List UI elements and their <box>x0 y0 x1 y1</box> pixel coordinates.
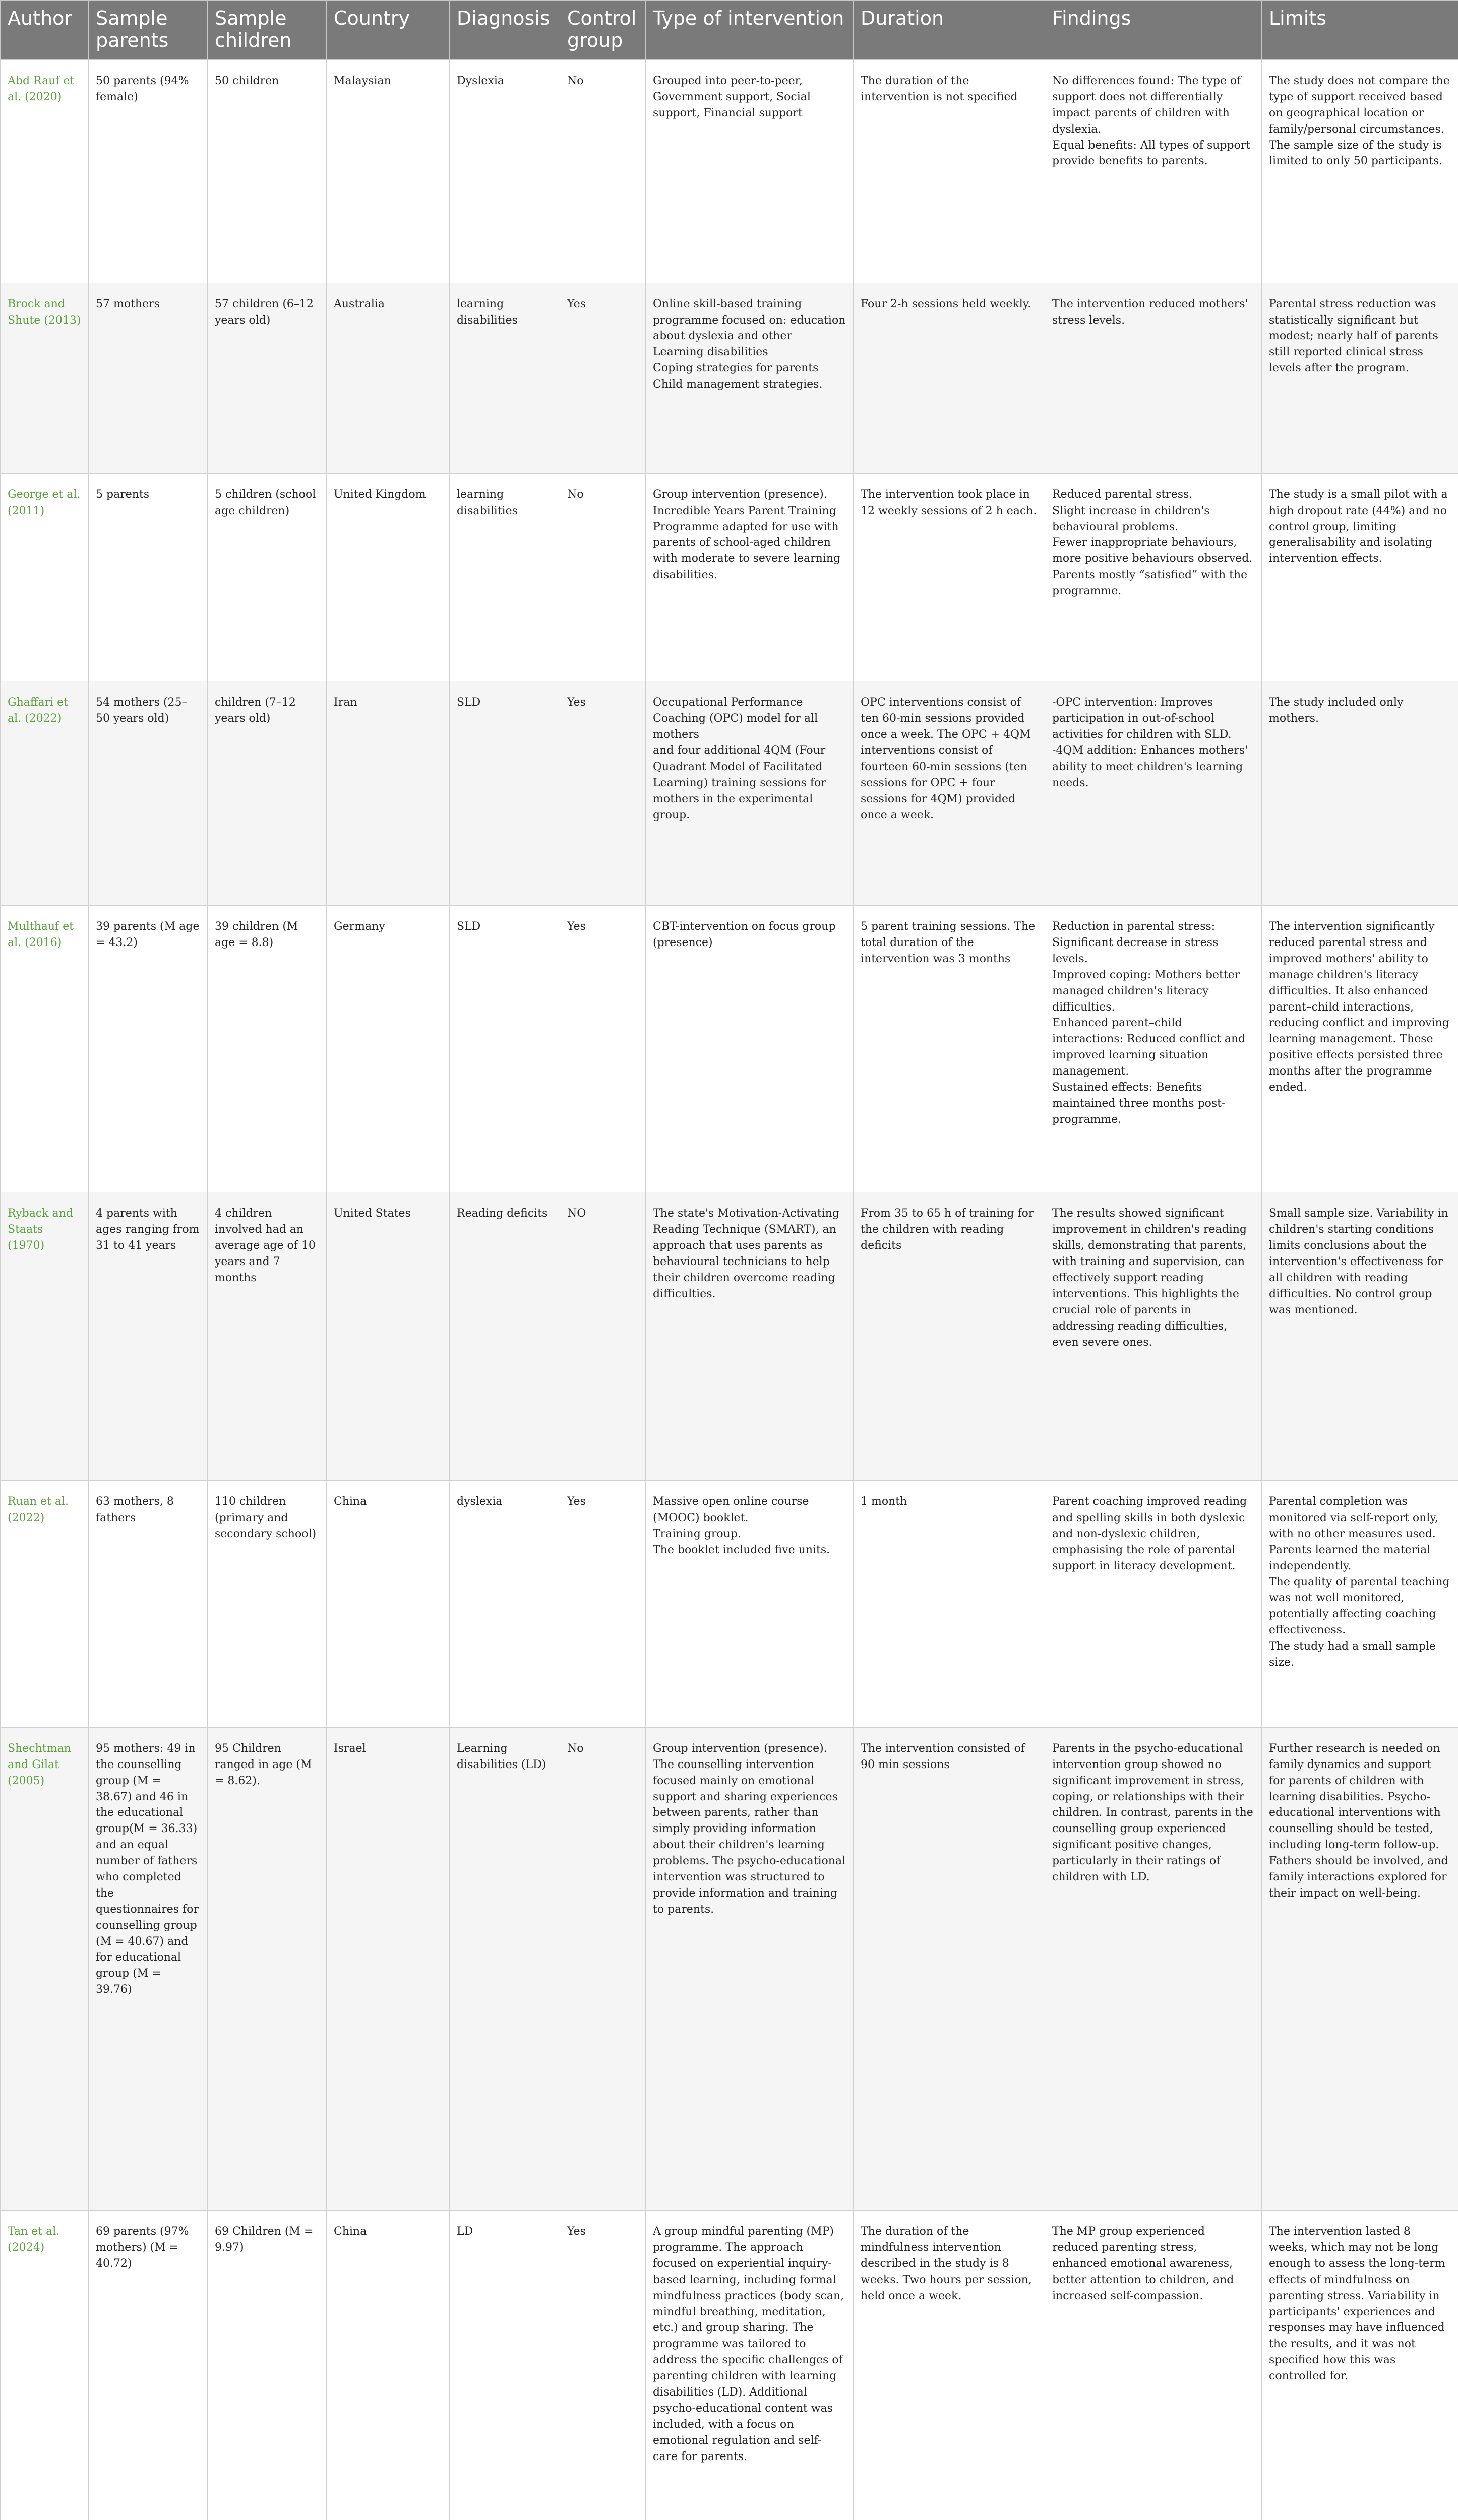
control-group-cell: Yes <box>560 283 646 473</box>
country-cell: Australia <box>327 283 450 473</box>
intervention-line: Grouped into peer-to-peer, Government support, Social support, Financial support <box>653 75 811 119</box>
limits-line: The quality of parental teaching was not well monitored, potentially affecting coaching effectiveness. <box>1269 1576 1450 1637</box>
table-row <box>1 1727 1458 2210</box>
sample-children-cell: 4 children involved had an average age of 10 years and 7 months <box>208 1192 327 1481</box>
header-country: Country <box>327 1 450 60</box>
duration-cell <box>854 283 1045 473</box>
header-findings: Findings <box>1045 1 1262 60</box>
intervention-line: Group intervention (presence). The counselling intervention focused mainly on emotional support and sharing experiences between parents, rather than simply providing information about their children's learning problems. The psycho-educational intervention was structured to provide information and training to parents. <box>653 1742 846 1916</box>
country-cell: Malaysian <box>327 60 450 283</box>
table-header-row <box>1 1 1458 60</box>
intervention-cell <box>646 681 854 906</box>
country-cell: China <box>327 1480 450 1727</box>
intervention-cell <box>646 1480 854 1727</box>
intervention-line: The booklet included five units. <box>653 1543 830 1556</box>
intervention-cell <box>646 906 854 1192</box>
limits-line: Parents learned the material independently. <box>1269 1543 1431 1572</box>
duration-cell <box>854 1192 1045 1481</box>
author-cell[interactable]: Abd Rauf et al. (2020) <box>1 60 89 283</box>
findings-line: Enhanced parent–child interactions: Reduced conflict and improved learning situation management. <box>1052 1017 1246 1078</box>
control-group-cell: Yes <box>560 906 646 1192</box>
findings-cell <box>1045 906 1262 1192</box>
country-cell: China <box>327 2211 450 2520</box>
sample-children-cell: children (7–12 years old) <box>208 681 327 906</box>
author-cell[interactable]: Brock and Shute (2013) <box>1 283 89 473</box>
sample-children-cell: 5 children (school age children) <box>208 473 327 681</box>
duration-line: The duration of the mindfulness intervention described in the study is 8 weeks. Two hours per session, held once a week. <box>861 2225 1032 2302</box>
control-group-cell: NO <box>560 1192 646 1481</box>
intervention-line: Occupational Performance Coaching (OPC) model for all mothers <box>653 696 818 741</box>
sample-children-cell: 110 children (primary and secondary school) <box>208 1480 327 1727</box>
duration-cell <box>854 906 1045 1192</box>
duration-line: OPC interventions consist of ten 60-min sessions provided once a week. The OPC + 4QM interventions consist of fourteen 60-min sessions (ten sessions for OPC + four sessions for 4QM) provided once a week. <box>861 696 1031 822</box>
findings-line: The intervention reduced mothers' stress levels. <box>1052 297 1248 327</box>
intervention-cell <box>646 1727 854 2210</box>
limits-cell <box>1262 1727 1458 2210</box>
sample-parents-cell: 39 parents (M age = 43.2) <box>89 906 208 1192</box>
intervention-line: The state's Motivation-Activating Reading Technique (SMART), an approach that uses parents as behavioural technicians to help their children overcome reading difficulties. <box>653 1207 839 1300</box>
findings-line: Fewer inappropriate behaviours, more positive behaviours observed. <box>1052 536 1253 565</box>
sample-children-cell: 95 Children ranged in age (M = 8.62). <box>208 1727 327 2210</box>
header-control-group: Control group <box>560 1 646 60</box>
header-limits: Limits <box>1262 1 1458 60</box>
findings-line: The MP group experienced reduced parenting stress, enhanced emotional awareness, better attention to children, and increased self-compassion. <box>1052 2225 1234 2302</box>
country-cell: Israel <box>327 1727 450 2210</box>
limits-cell <box>1262 473 1458 681</box>
table-row <box>1 2211 1458 2520</box>
limits-cell <box>1262 681 1458 906</box>
duration-line: From 35 to 65 h of training for the children with reading deficits <box>861 1207 1034 1252</box>
header-type-of-intervention: Type of intervention <box>646 1 854 60</box>
findings-line: Slight increase in children's behavioural problems. <box>1052 504 1210 533</box>
intervention-line: A group mindful parenting (MP) programme. The approach focused on experiential inquiry-based learning, including formal mindfulness practices (body scan, mindful breathing, meditation, etc.) and group sharing. The programme was tailored to address the specific challenges of parenting children with learning disabilities (LD). Additional psycho-educational content was included, with a focus on emotional regulation and self-care for parents. <box>653 2225 844 2463</box>
author-cell[interactable]: Ruan et al. (2022) <box>1 1480 89 1727</box>
diagnosis-cell: learning disabilities <box>450 473 560 681</box>
header-author: Author <box>1 1 89 60</box>
duration-line: 1 month <box>861 1495 907 1508</box>
sample-parents-cell: 5 parents <box>89 473 208 681</box>
sample-parents-cell: 4 parents with ages ranging from 31 to 41 years <box>89 1192 208 1481</box>
findings-cell <box>1045 1192 1262 1481</box>
table-row <box>1 1480 1458 1727</box>
table-row <box>1 473 1458 681</box>
intervention-line: Coping strategies for parents <box>653 362 819 375</box>
duration-cell <box>854 473 1045 681</box>
author-cell[interactable]: Shechtman and Gilat (2005) <box>1 1727 89 2210</box>
limits-cell <box>1262 60 1458 283</box>
duration-cell <box>854 2211 1045 2520</box>
control-group-cell: No <box>560 1727 646 2210</box>
sample-children-cell: 50 children <box>208 60 327 283</box>
findings-cell <box>1045 1727 1262 2210</box>
sample-parents-cell: 69 parents (97% mothers) (M = 40.72) <box>89 2211 208 2520</box>
findings-line: -4QM addition: Enhances mothers' ability to meet children's learning needs. <box>1052 744 1248 789</box>
control-group-cell: Yes <box>560 681 646 906</box>
findings-line: The results showed significant improvement in children's reading skills, demonstrating that parents, with training and supervision, can effectively support reading interventions. This highlights the crucial role of parents in addressing reading difficulties, even severe ones. <box>1052 1207 1247 1349</box>
diagnosis-cell: dyslexia <box>450 1480 560 1727</box>
duration-cell <box>854 681 1045 906</box>
intervention-line: Training group. <box>653 1527 741 1540</box>
header-sample-children: Sample children <box>208 1 327 60</box>
limits-cell <box>1262 283 1458 473</box>
duration-line: The duration of the intervention is not specified <box>861 75 1018 103</box>
intervention-line: and four additional 4QM (Four Quadrant Model of Facilitated Learning) training sessions for mothers in the experimental group. <box>653 744 826 822</box>
findings-line: Improved coping: Mothers better managed children's literacy difficulties. <box>1052 968 1240 1014</box>
diagnosis-cell: Learning disabilities (LD) <box>450 1727 560 2210</box>
duration-line: The intervention consisted of 90 min sessions <box>861 1742 1025 1771</box>
limits-line: The sample size of the study is limited to only 50 participants. <box>1269 139 1443 168</box>
table-row <box>1 1192 1458 1481</box>
intervention-line: Child management strategies. <box>653 378 823 391</box>
findings-cell <box>1045 1480 1262 1727</box>
limits-line: The study included only mothers. <box>1269 696 1404 725</box>
header-sample-parents: Sample parents <box>89 1 208 60</box>
country-cell: United States <box>327 1192 450 1481</box>
findings-line: Equal benefits: All types of support provide benefits to parents. <box>1052 139 1251 168</box>
limits-cell <box>1262 1192 1458 1481</box>
limits-line: Further research is needed on family dynamics and support for parents of children with learning disabilities. Psycho-educational interventions with counselling should be tested, including long-term follow-up. Fathers should be involved, and family interactions explored for their impact on well-being. <box>1269 1742 1448 1900</box>
sample-parents-cell: 57 mothers <box>89 283 208 473</box>
diagnosis-cell: LD <box>450 2211 560 2520</box>
intervention-line: Learning disabilities <box>653 346 768 359</box>
findings-line: Parents in the psycho-educational intervention group showed no significant improvement in stress, coping, or relationships with their children. In contrast, parents in the counselling group experienced significant positive changes, particularly in their ratings of children with LD. <box>1052 1742 1253 1883</box>
findings-line: Sustained effects: Benefits maintained three months post-programme. <box>1052 1081 1226 1126</box>
sample-parents-cell: 95 mothers: 49 in the counselling group (M = 38.67) and 46 in the educational group(M = 36.33) and an equal number of fathers who completed the questionnaires for counselling group (M = 40.67) and for educational group (M = 39.76) <box>89 1727 208 2210</box>
table-row <box>1 60 1458 283</box>
author-cell[interactable]: George et al. (2011) <box>1 473 89 681</box>
intervention-line: Group intervention (presence). <box>653 488 827 501</box>
intervention-line: Incredible Years Parent Training Programme adapted for use with parents of school-aged children with moderate to severe learning disabilities. <box>653 504 841 582</box>
sample-parents-cell: 54 mothers (25–50 years old) <box>89 681 208 906</box>
table-row <box>1 681 1458 906</box>
intervention-line: CBT-intervention on focus group (presence) <box>653 920 836 949</box>
diagnosis-cell: learning disabilities <box>450 283 560 473</box>
control-group-cell: Yes <box>560 1480 646 1727</box>
author-cell[interactable]: Tan et al. (2024) <box>1 2211 89 2520</box>
intervention-line: Massive open online course (MOOC) booklet. <box>653 1495 809 1524</box>
duration-line: Four 2-h sessions held weekly. <box>861 297 1031 310</box>
findings-line: No differences found: The type of support does not differentially impact parents of children with dyslexia. <box>1052 75 1241 136</box>
limits-cell <box>1262 906 1458 1192</box>
country-cell: Iran <box>327 681 450 906</box>
sample-children-cell: 57 children (6–12 years old) <box>208 283 327 473</box>
findings-line: Reduced parental stress. <box>1052 488 1193 501</box>
findings-line: -OPC intervention: Improves participation in out-of-school activities for children with SLD. <box>1052 696 1232 741</box>
country-cell: Germany <box>327 906 450 1192</box>
findings-line: Parents mostly “satisfied” with the programme. <box>1052 569 1248 598</box>
intervention-line: Online skill-based training programme focused on: education about dyslexia and other <box>653 297 846 343</box>
intervention-cell <box>646 283 854 473</box>
findings-line: Parent coaching improved reading and spelling skills in both dyslexic and non-dyslexic children, emphasising the role of parental support in literacy development. <box>1052 1495 1247 1572</box>
limits-line: The intervention significantly reduced parental stress and improved mothers' ability to manage children's literacy difficulties. It also enhanced parent–child interactions, reducing conflict and improving learning management. These positive effects persisted three months after the programme ended. <box>1269 920 1449 1094</box>
duration-cell <box>854 1727 1045 2210</box>
country-cell: United Kingdom <box>327 473 450 681</box>
duration-cell <box>854 60 1045 283</box>
sample-children-cell: 39 children (M age = 8.8) <box>208 906 327 1192</box>
findings-cell <box>1045 473 1262 681</box>
diagnosis-cell: SLD <box>450 681 560 906</box>
findings-cell <box>1045 681 1262 906</box>
intervention-cell <box>646 2211 854 2520</box>
author-cell[interactable]: Ryback and Staats (1970) <box>1 1192 89 1481</box>
limits-line: Parental completion was monitored via self-report only, with no other measures used. <box>1269 1495 1438 1540</box>
limits-cell <box>1262 2211 1458 2520</box>
limits-line: The study does not compare the type of support received based on geographical location or family/personal circumstances. <box>1269 75 1450 136</box>
limits-cell <box>1262 1480 1458 1727</box>
intervention-cell <box>646 60 854 283</box>
header-duration: Duration <box>854 1 1045 60</box>
author-cell[interactable]: Multhauf et al. (2016) <box>1 906 89 1192</box>
sample-children-cell: 69 Children (M = 9.97) <box>208 2211 327 2520</box>
control-group-cell: No <box>560 60 646 283</box>
author-cell[interactable]: Ghaffari et al. (2022) <box>1 681 89 906</box>
findings-line: Reduction in parental stress: Significant decrease in stress levels. <box>1052 920 1219 965</box>
findings-cell <box>1045 2211 1262 2520</box>
header-diagnosis: Diagnosis <box>450 1 560 60</box>
duration-cell <box>854 1480 1045 1727</box>
table-row <box>1 906 1458 1192</box>
control-group-cell: No <box>560 473 646 681</box>
intervention-cell <box>646 1192 854 1481</box>
limits-line: The study is a small pilot with a high dropout rate (44%) and no control group, limiting generalisability and isolating intervention effects. <box>1269 488 1448 565</box>
intervention-cell <box>646 473 854 681</box>
duration-line: 5 parent training sessions. The total duration of the intervention was 3 months <box>861 920 1036 965</box>
diagnosis-cell: Reading deficits <box>450 1192 560 1481</box>
limits-line: The intervention lasted 8 weeks, which may not be long enough to assess the long-term effects of mindfulness on parenting stress. Variability in participants' experiences and responses may have influenced the results, and it was not specified how this was controlled for. <box>1269 2225 1445 2383</box>
sample-parents-cell: 50 parents (94% female) <box>89 60 208 283</box>
findings-cell <box>1045 283 1262 473</box>
diagnosis-cell: Dyslexia <box>450 60 560 283</box>
limits-line: The study had a small sample size. <box>1269 1640 1436 1669</box>
control-group-cell: Yes <box>560 2211 646 2520</box>
limits-line: Small sample size. Variability in children's starting conditions limits conclusions about the intervention's effectiveness for all children with reading difficulties. No control group was mentioned. <box>1269 1207 1448 1316</box>
sample-parents-cell: 63 mothers, 8 fathers <box>89 1480 208 1727</box>
findings-cell <box>1045 60 1262 283</box>
table-row <box>1 283 1458 473</box>
diagnosis-cell: SLD <box>450 906 560 1192</box>
limits-line: Parental stress reduction was statistically significant but modest; nearly half of parents still reported clinical stress levels after the program. <box>1269 297 1438 375</box>
duration-line: The intervention took place in 12 weekly sessions of 2 h each. <box>861 488 1037 517</box>
